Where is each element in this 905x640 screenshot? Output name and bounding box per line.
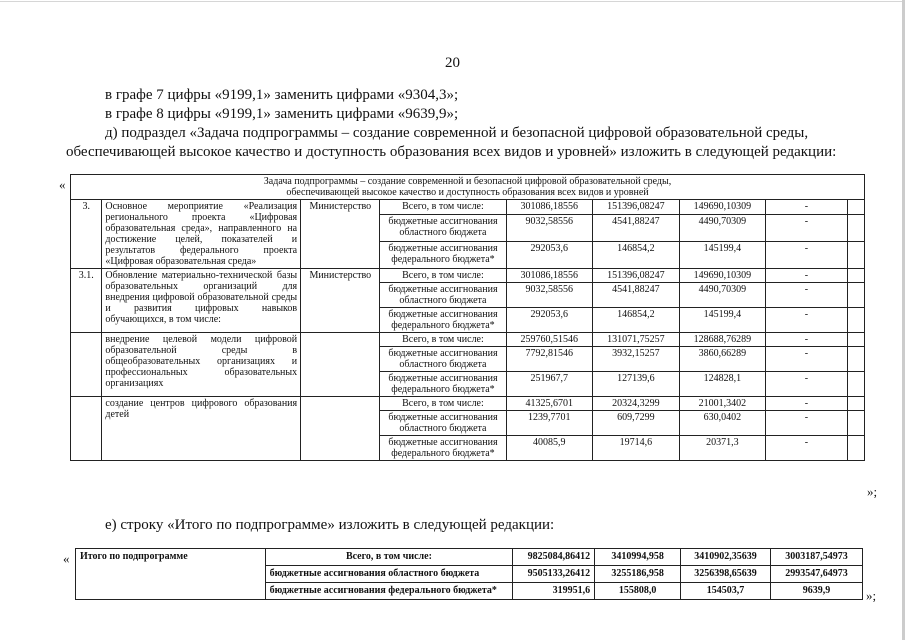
funding-source: бюджетные ассигнования федерального бюджета* <box>380 372 506 397</box>
subprogram-task-table <box>70 174 865 461</box>
funding-source: Всего, в том числе: <box>380 397 506 411</box>
total-value: 3410902,35639 <box>681 549 771 566</box>
funding-source: бюджетные ассигнования областного бюджета <box>380 283 506 308</box>
total-value: 155808,0 <box>595 583 681 600</box>
value-year2: 149690,10309 <box>679 200 766 215</box>
executor <box>301 333 380 397</box>
value-year3: - <box>766 215 847 242</box>
empty-cell <box>847 397 864 411</box>
value-year3: - <box>766 347 847 372</box>
funding-source: Всего, в том числе: <box>380 269 506 283</box>
paragraph-column8: в графе 8 цифры «9199,1» заменить цифрами «9639,9»; <box>105 106 459 122</box>
value-year3: - <box>766 436 847 461</box>
value-total: 259760,51546 <box>506 333 593 347</box>
open-quote-table1: « <box>59 177 66 192</box>
empty-cell <box>847 283 864 308</box>
total-value: 3003187,54973 <box>771 549 863 566</box>
value-total: 301086,18556 <box>506 200 593 215</box>
close-quote-table1: »; <box>867 484 878 499</box>
funding-source: бюджетные ассигнования областного бюджета <box>380 215 506 242</box>
value-year3: - <box>766 269 847 283</box>
value-year1: 20324,3299 <box>593 397 680 411</box>
paragraph-d-line1: д) подраздел «Задача подпрограммы – создание современной и безопасной цифровой образовательной среды, <box>105 125 809 141</box>
funding-source: бюджетные ассигнования областного бюджета <box>380 411 506 436</box>
total-funding-source: бюджетные ассигнования областного бюджета <box>265 566 513 583</box>
value-year2: 4490,70309 <box>679 283 766 308</box>
task-header-line1: Задача подпрограммы – создание современной и безопасной цифровой образовательной среды, <box>263 176 672 187</box>
value-year3: - <box>766 372 847 397</box>
value-year1: 146854,2 <box>593 308 680 333</box>
row-number: 3.1. <box>71 269 102 333</box>
table-row <box>71 397 865 411</box>
value-year2: 20371,3 <box>679 436 766 461</box>
value-total: 40085,9 <box>506 436 593 461</box>
value-year3: - <box>766 283 847 308</box>
executor: Министерство <box>301 269 380 333</box>
empty-cell <box>847 411 864 436</box>
value-year2: 3860,66289 <box>679 347 766 372</box>
empty-cell <box>847 436 864 461</box>
value-total: 9032,58556 <box>506 283 593 308</box>
total-funding-source: бюджетные ассигнования федерального бюджета* <box>265 583 513 600</box>
table-row <box>71 200 865 215</box>
activity-description: Основное мероприятие «Реализация регионального проекта «Цифровая образовательная среда», направленного на достижение целей, показателей и результатов федерального проекта «Цифровая образовательная среда» <box>102 200 301 269</box>
value-year3: - <box>766 333 847 347</box>
value-year2: 145199,4 <box>679 242 766 269</box>
paragraph-d-line2: обеспечивающей высокое качество и доступность образования всех видов и уровней» изложить в следующей редакции: <box>66 144 837 160</box>
row-number <box>71 397 102 461</box>
value-year2: 149690,10309 <box>679 269 766 283</box>
value-year3: - <box>766 242 847 269</box>
value-total: 292053,6 <box>506 308 593 333</box>
value-year1: 151396,08247 <box>593 269 680 283</box>
total-value: 3256398,65639 <box>681 566 771 583</box>
value-year2: 124828,1 <box>679 372 766 397</box>
value-year3: - <box>766 411 847 436</box>
total-value: 9639,9 <box>771 583 863 600</box>
empty-cell <box>847 333 864 347</box>
total-value: 319951,6 <box>513 583 595 600</box>
value-year2: 21001,3402 <box>679 397 766 411</box>
total-row <box>76 549 863 566</box>
funding-source: Всего, в том числе: <box>380 333 506 347</box>
value-total: 251967,7 <box>506 372 593 397</box>
value-year1: 3932,15257 <box>593 347 680 372</box>
value-year1: 609,7299 <box>593 411 680 436</box>
total-title: Итого по подпрограмме <box>76 549 266 600</box>
paragraph-e: е) строку «Итого по подпрограмме» изложить в следующей редакции: <box>105 517 555 533</box>
empty-cell <box>847 372 864 397</box>
empty-cell <box>847 347 864 372</box>
value-year2: 128688,76289 <box>679 333 766 347</box>
funding-source: бюджетные ассигнования областного бюджета <box>380 347 506 372</box>
executor <box>301 397 380 461</box>
value-year3: - <box>766 397 847 411</box>
total-value: 3410994,958 <box>595 549 681 566</box>
total-value: 154503,7 <box>681 583 771 600</box>
close-quote-table2: »; <box>866 588 877 603</box>
row-number <box>71 333 102 397</box>
value-total: 41325,6701 <box>506 397 593 411</box>
funding-source: бюджетные ассигнования федерального бюджета* <box>380 308 506 333</box>
table-row <box>71 269 865 283</box>
row-number: 3. <box>71 200 102 269</box>
subprogram-total-table <box>75 548 863 600</box>
total-value: 3255186,958 <box>595 566 681 583</box>
value-year3: - <box>766 200 847 215</box>
empty-cell <box>847 200 864 215</box>
paragraph-column7: в графе 7 цифры «9199,1» заменить цифрами «9304,3»; <box>105 87 459 103</box>
activity-description: Обновление материально-технической базы образовательных организаций для внедрения цифровой образовательной среды и развития цифровых навыков обучающихся, в том числе: <box>102 269 301 333</box>
value-year1: 19714,6 <box>593 436 680 461</box>
value-year1: 4541,88247 <box>593 215 680 242</box>
total-funding-source: Всего, в том числе: <box>265 549 513 566</box>
value-total: 9032,58556 <box>506 215 593 242</box>
executor: Министерство <box>301 200 380 269</box>
value-year2: 630,0402 <box>679 411 766 436</box>
page-number: 20 <box>445 55 460 71</box>
task-header-cell <box>71 175 865 200</box>
total-value: 9825084,86412 <box>513 549 595 566</box>
task-header-line2: обеспечивающей высокое качество и доступность образования всех видов и уровней <box>286 187 649 198</box>
empty-cell <box>847 242 864 269</box>
activity-description: создание центров цифрового образования детей <box>102 397 301 461</box>
value-year3: - <box>766 308 847 333</box>
empty-cell <box>847 269 864 283</box>
value-total: 292053,6 <box>506 242 593 269</box>
total-value: 9505133,26412 <box>513 566 595 583</box>
value-year2: 4490,70309 <box>679 215 766 242</box>
empty-cell <box>847 308 864 333</box>
scan-top-edge <box>0 1 905 2</box>
value-year1: 127139,6 <box>593 372 680 397</box>
table-row <box>71 333 865 347</box>
value-year2: 145199,4 <box>679 308 766 333</box>
funding-source: бюджетные ассигнования федерального бюджета* <box>380 436 506 461</box>
value-year1: 146854,2 <box>593 242 680 269</box>
value-year1: 4541,88247 <box>593 283 680 308</box>
table-header-row <box>71 175 865 200</box>
value-total: 301086,18556 <box>506 269 593 283</box>
value-total: 7792,81546 <box>506 347 593 372</box>
funding-source: бюджетные ассигнования федерального бюджета* <box>380 242 506 269</box>
value-total: 1239,7701 <box>506 411 593 436</box>
open-quote-table2: « <box>63 551 70 566</box>
total-value: 2993547,64973 <box>771 566 863 583</box>
empty-cell <box>847 215 864 242</box>
value-year1: 151396,08247 <box>593 200 680 215</box>
activity-description: внедрение целевой модели цифровой образовательной среды в общеобразовательных организациях и профессиональных образовательных организациях <box>102 333 301 397</box>
value-year1: 131071,75257 <box>593 333 680 347</box>
funding-source: Всего, в том числе: <box>380 200 506 215</box>
